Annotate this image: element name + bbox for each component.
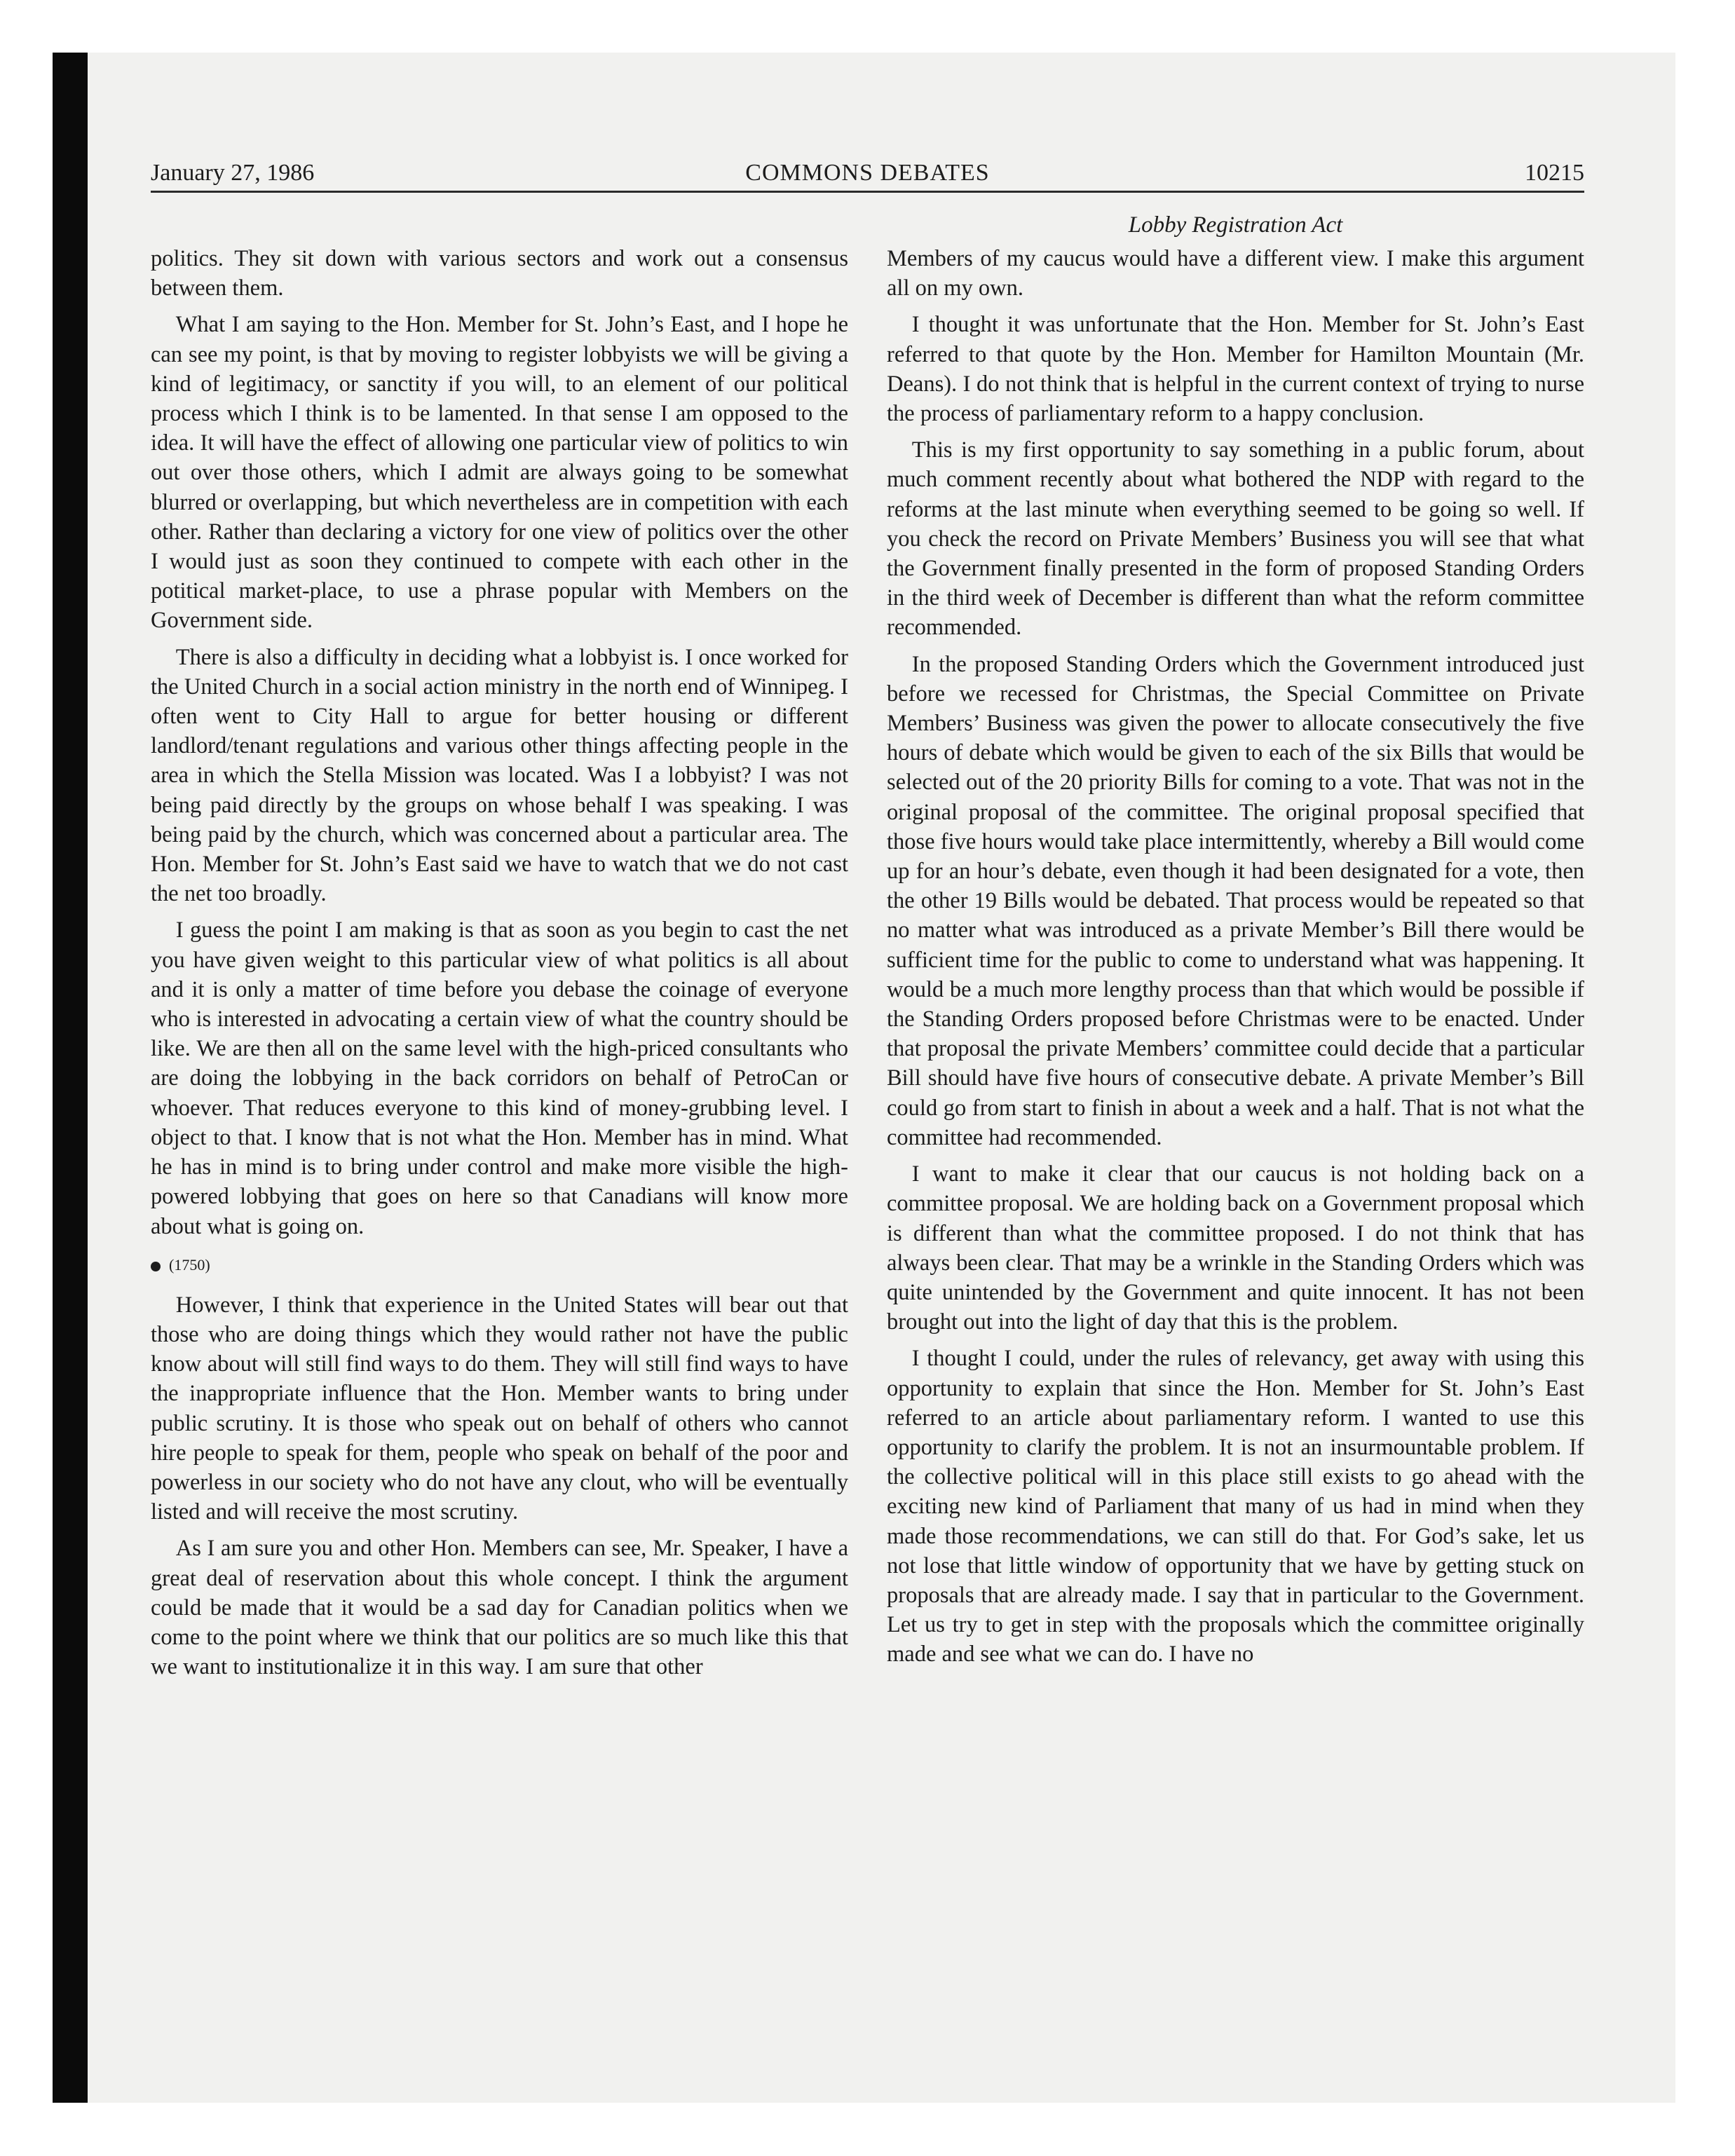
paragraph: As I am sure you and other Hon. Members can see, Mr. Speaker, I have a great deal of reservation about this whole concept. I think the argument could be made that it would be a sad day for Canadian politics when we come to the point where we think that our politics are so much like this that we want to institutionalize it in this way. I am sure that other: [151, 1536, 848, 1680]
section-title: Lobby Registration Act: [1128, 212, 1343, 238]
left-column: [151, 244, 848, 1688]
paragraph: What I am saying to the Hon. Member for St. John’s East, and I hope he can see my point, is that by moving to register lobbyists we will be giving a kind of legitimacy, or sanctity if you will, to an element of our political process which I think is to be lamented. In that sense I am opposed to the idea. It will have the effect of allowing one particular view of politics to win out over those others, which I admit are always going to be somewhat blurred or overlapping, but which nevertheless are in competition with each other. Rather than declaring a victory for one view of politics over the other I would just as soon they continued to compete with each other in the potitical market-place, to use a phrase popular with Members on the Government side.: [151, 312, 848, 634]
header-page-number: 10215: [1525, 160, 1584, 186]
bullet-icon: [151, 1262, 161, 1271]
scan-edge: [53, 53, 88, 2103]
paragraph: I guess the point I am making is that as soon as you begin to cast the net you have given weight to this particular view of what politics is all about and it is only a matter of time before you debase the coinage of everyone who is interested in advocating a certain view of what the country should be like. We are then all on the same level with the high-priced consultants who are doing the lobbying in the back corridors on behalf of PetroCan or whoever. That reduces everyone to this kind of money-grubbing level. I object to that. I know that is not what the Hon. Member has in mind. What he has in mind is to bring under control and make more visible the high-powered lobbying that goes on here so that Canadians will know more about what is going on.: [151, 917, 848, 1239]
right-column: [887, 210, 1584, 1677]
time-marker: [151, 1251, 848, 1279]
header-journal-title: COMMONS DEBATES: [745, 160, 990, 186]
paragraph: I want to make it clear that our caucus is not holding back on a committee proposal. We are holding back on a Government proposal which is different than what the committee proposed. I do not think that has always been clear. That may be a wrinkle in the Standing Orders which was quite unintended by the Government and quite innocent. It has not been brought out into the light of day that this is the problem.: [887, 1161, 1584, 1335]
header-date: January 27, 1986: [151, 160, 315, 186]
paragraph: This is my first opportunity to say something in a public forum, about much comment recently about what bothered the NDP with regard to the reforms at the last minute when everything seemed to be going so well. If you check the record on Private Members’ Business you will see that what the Government finally presented in the form of proposed Standing Orders in the third week of December is different than what the reform committee recommended.: [887, 437, 1584, 641]
time-marker-text: (1750): [169, 1255, 210, 1274]
paragraph: I thought I could, under the rules of relevancy, get away with using this opportunity to explain that since the Hon. Member for St. John’s East referred to an article about parliamentary reform. I wanted to use this opportunity to clarify the problem. It is not an insurmountable problem. If the collective political will in this place still exists to go ahead with the exciting new kind of Parliament that many of us had in mind when they made those recommendations, we can still do that. For God’s sake, let us not lose that little window of opportunity that we have by getting stuck on proposals that are already made. I say that in particular to the Government. Let us try to get in step with the proposals which the committee originally made and see what we can do. I have no: [887, 1346, 1584, 1667]
paragraph: In the proposed Standing Orders which the Government introduced just before we recessed for Christmas, the Special Committee on Private Members’ Business was given the power to allocate consecutively the five hours of debate which would be given to each of the six Bills that would be selected out of the 20 priority Bills for coming to a vote. That was not in the original proposal of the committee. The original proposal specified that those five hours would take place intermittently, whereby a Bill would come up for an hour’s debate, even though it had been designated for a vote, then the other 19 Bills would be debated. That process would be repeated so that no matter what was introduced as a private Member’s Bill there would be sufficient time for the public to come to understand what was happening. It would be a much more lengthy process than that which would be possible if the Standing Orders proposed before Christmas were to be enacted. Under that proposal the private Members’ committee could decide that a particular Bill should have five hours of consecutive debate. A private Member’s Bill could go from start to finish in about a week and a half. That is not what the committee had recommended.: [887, 651, 1584, 1150]
running-header: [151, 156, 1584, 193]
paragraph: Members of my caucus would have a different view. I make this argument all on my own.: [887, 246, 1584, 301]
paragraph: However, I think that experience in the United States will bear out that those who are doing things which they would rather not have the public know about will still find ways to do them. They will still find ways to have the inappropriate influence that the Hon. Member wants to bring under public scrutiny. It is those who speak out on behalf of others who cannot hire people to speak for them, people who speak on behalf of the poor and powerless in our society who do not have any clout, who will be eventually listed and will receive the most scrutiny.: [151, 1292, 848, 1525]
paragraph: There is also a difficulty in deciding what a lobbyist is. I once worked for the United Church in a social action ministry in the north end of Winnipeg. I often went to City Hall to argue for better housing or different landlord/tenant regulations and various other things affecting people in the area in which the Stella Mission was located. Was I a lobbyist? I was not being paid directly by the groups on whose behalf I was speaking. I was being paid by the church, which was concerned about a particular area. The Hon. Member for St. John’s East said we have to watch that we do not cast the net too broadly.: [151, 644, 848, 907]
paragraph: politics. They sit down with various sectors and work out a consensus between them.: [151, 246, 848, 301]
paragraph: I thought it was unfortunate that the Hon. Member for St. John’s East referred to that quote by the Hon. Member for Hamilton Mountain (Mr. Deans). I do not think that is helpful in the current context of trying to nurse the process of parliamentary reform to a happy conclusion.: [887, 312, 1584, 427]
